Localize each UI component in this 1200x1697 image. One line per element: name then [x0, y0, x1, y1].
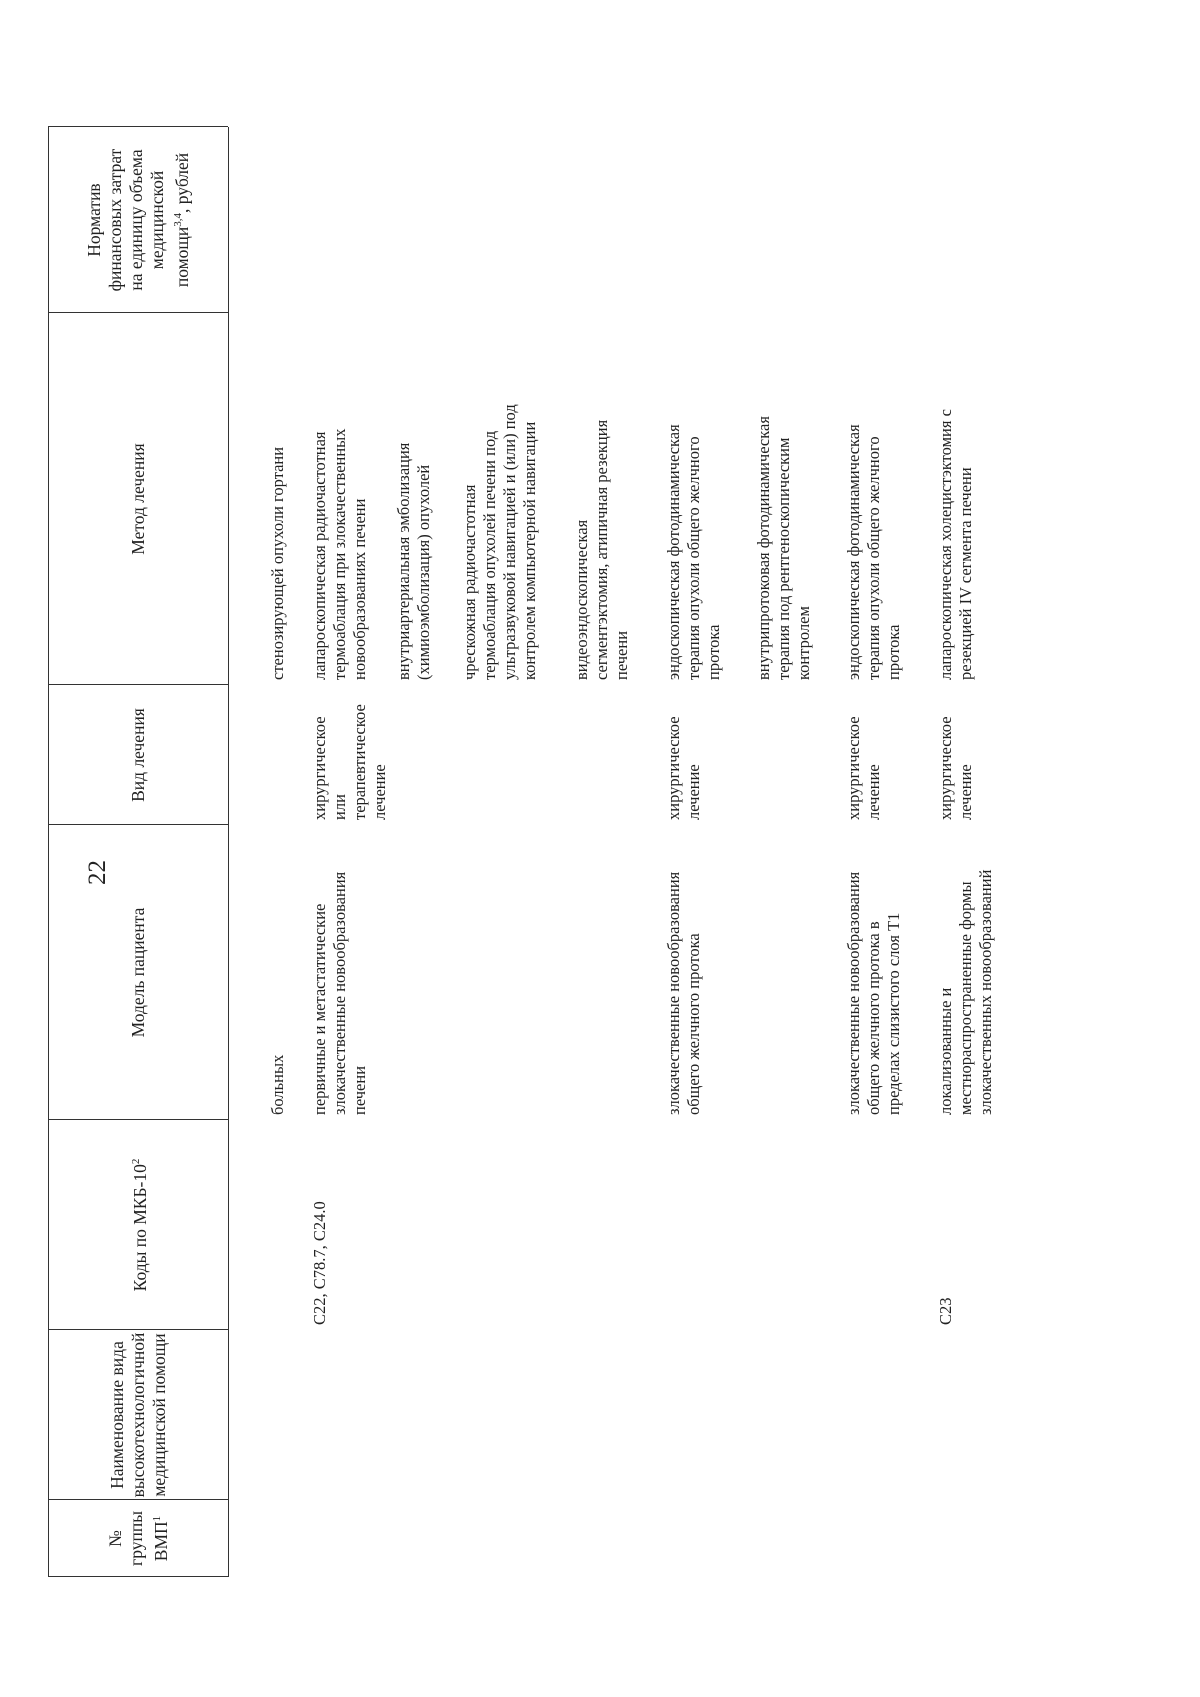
r0-treatment-method: стенозирующей опухоли гортани: [268, 446, 287, 680]
r3-method-1: эндоскопическая фотодинамическая терапия опухоли общего желчного протока: [844, 424, 903, 680]
r2-method-2: внутрипротоковая фотодинамическая терапия под рентгеноскопическим контролем: [754, 416, 813, 680]
header-icd-codes: Коды по МКБ-$10^2$: [129, 1158, 150, 1292]
r2-method-1: эндоскопическая фотодинамическая терапия опухоли общего желчного протока: [664, 424, 723, 680]
r1-icd-codes: C22, C78.7, C24.0: [310, 1201, 329, 1325]
r1-method-1: лапароскопическая радиочастотная термоаблация при злокачественных новообразованиях печени: [310, 428, 369, 680]
header-treatment-method: Метод лечения: [127, 443, 148, 555]
r2-treatment-kind: хирургическое лечение: [664, 716, 703, 820]
r0-patient-model: больных: [268, 1054, 287, 1115]
r4-icd-codes: C23: [936, 1297, 955, 1325]
r3-treatment-kind: хирургическое лечение: [844, 716, 883, 820]
table-header-bottom-border: [228, 127, 229, 1577]
header-patient-model: Модель пациента: [127, 907, 148, 1038]
header-care-type-name: Наименование вида высокотехнологичной медицинской помощи: [106, 1332, 169, 1498]
r4-treatment-kind: хирургическое лечение: [936, 716, 975, 820]
r1-method-3: чрескожная радиочастотная термоаблация опухолей печени под ультразвуковой навигацией и (или) под контролем компьютерной навигации: [460, 404, 539, 680]
r1-method-4: видеоэндоскопическая сегментэктомия, атипичная резекция печени: [572, 419, 631, 680]
header-group-number: № группы ВМП$^1$: [104, 1511, 171, 1566]
r4-patient-model: локализованные и местнораспространенные формы злокачественных новообразований: [936, 869, 995, 1115]
r1-method-2: внутриартериальная эмболизация (химиоэмболизация) опухолей: [394, 442, 433, 680]
r1-treatment-kind: хирургическое или терапевтическое лечение: [310, 704, 389, 820]
page-number: 22: [84, 860, 111, 885]
r3-patient-model: злокачественные новообразования общего желчного протока в пределах слизистого слоя T1: [844, 871, 903, 1115]
r1-patient-model: первичные и метастатические злокачественные новообразования печени: [310, 871, 369, 1115]
header-cost-norm: Норматив финансовых затрат на единицу объема медицинской помощи$^{3,4}$, рублей: [83, 148, 192, 292]
header-treatment-kind: Вид лечения: [127, 708, 148, 802]
r4-method-1: лапароскопическая холецистэктомия с резекцией IV сегмента печени: [936, 409, 975, 680]
r2-patient-model: злокачественные новообразования общего желчного протока: [664, 871, 703, 1115]
